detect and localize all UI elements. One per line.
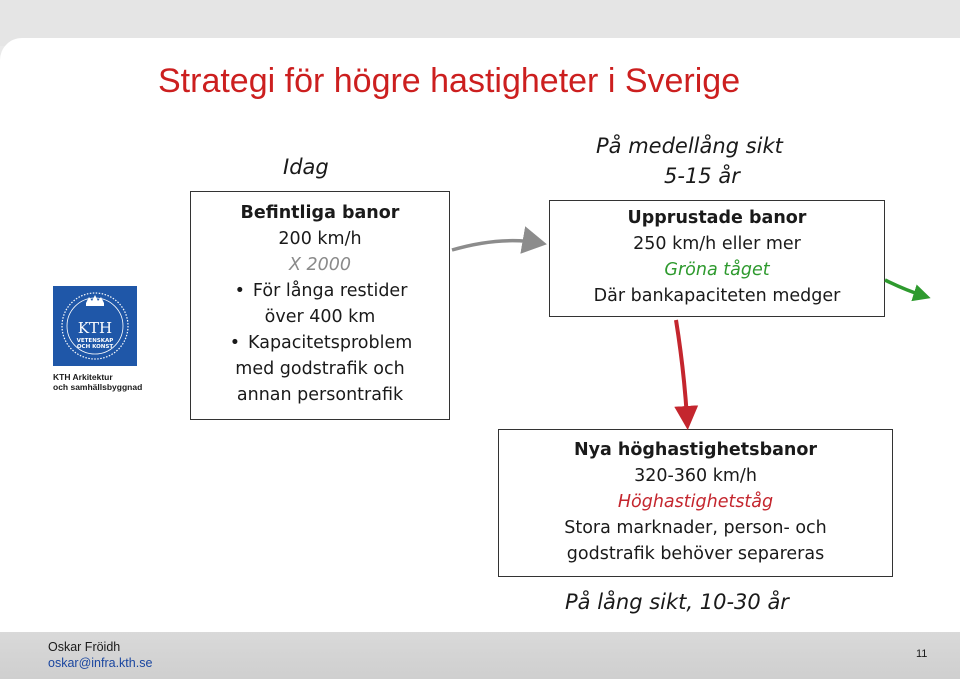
today-bullet-2-line3: annan persontrafik <box>236 385 404 405</box>
today-speed: 200 km/h <box>278 229 362 249</box>
label-medium-2: 5-15 år <box>664 164 740 188</box>
medium-train: Gröna tåget <box>664 260 770 280</box>
logo-caption <box>53 372 142 392</box>
slide-title: Strategi för högre hastigheter i Sverige <box>158 62 741 100</box>
long-train: Höghastighetståg <box>617 492 774 512</box>
today-bullet-2-line2: med godstrafik och <box>235 359 405 379</box>
label-long: På lång sikt, 10-30 år <box>565 590 789 614</box>
long-speed: 320-360 km/h <box>634 466 757 486</box>
long-reason-1: Stora marknader, person- och <box>564 518 827 538</box>
label-medium-1: På medellång sikt <box>596 134 783 158</box>
logo-sub2-text: OCH KONST <box>76 344 114 350</box>
medium-heading: Upprustade banor <box>627 208 807 228</box>
today-bullet-1-line2: över 400 km <box>264 307 376 327</box>
label-today: Idag <box>283 155 329 179</box>
box-medium <box>549 200 885 317</box>
today-bullet-1-line1: • För långa restider <box>191 278 449 304</box>
footer-author: Oskar Fröidh <box>48 640 121 654</box>
logo-caption-line1: KTH Arkitektur <box>53 372 113 382</box>
long-heading: Nya höghastighetsbanor <box>573 440 818 460</box>
kth-logo <box>53 286 137 366</box>
medium-condition: Där bankapaciteten medger <box>593 286 841 306</box>
footer-email[interactable]: oskar@infra.kth.se <box>48 656 153 670</box>
box-long <box>498 429 893 577</box>
today-train: X 2000 <box>288 255 352 275</box>
medium-speed: 250 km/h eller mer <box>633 234 801 254</box>
kth-crest-icon <box>53 286 137 366</box>
box-today <box>190 191 450 420</box>
logo-kth-text: KTH <box>77 319 113 337</box>
today-bullet-2-line1: • Kapacitetsproblem <box>191 330 449 356</box>
logo-caption-line2: och samhällsbyggnad <box>53 382 143 392</box>
today-heading: Befintliga banor <box>240 203 400 223</box>
long-reason-2: godstrafik behöver separeras <box>566 544 825 564</box>
page-number: 11 <box>916 648 928 660</box>
logo-sub1-text: VETENSKAP <box>76 338 114 344</box>
